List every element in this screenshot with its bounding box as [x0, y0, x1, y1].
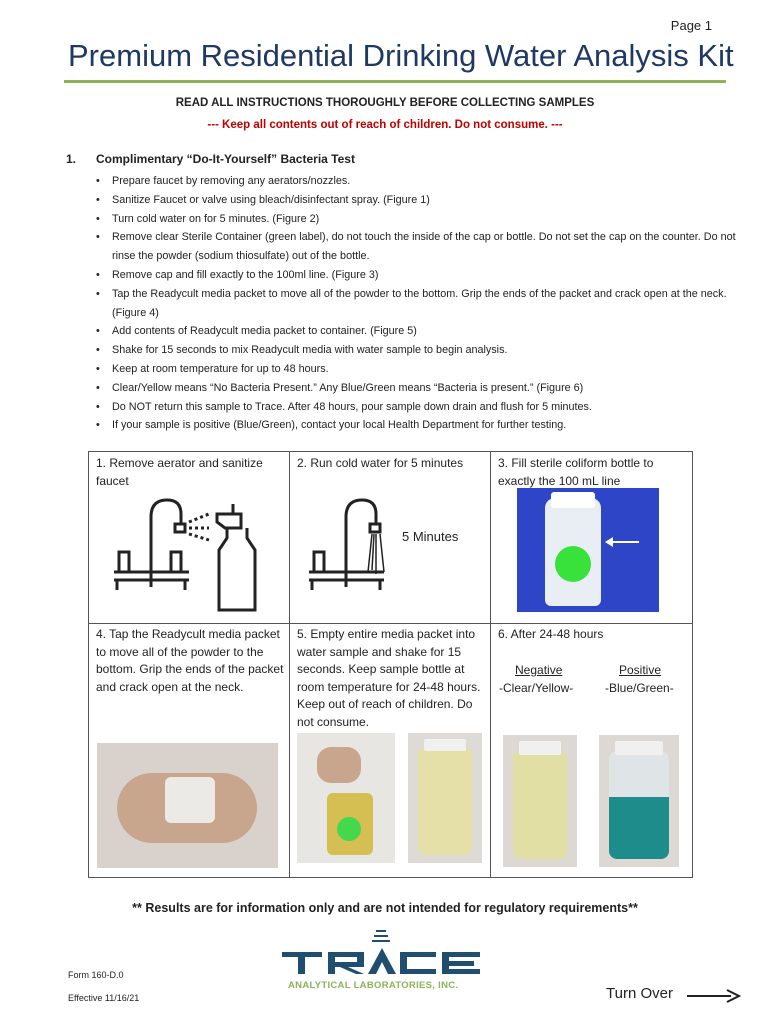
- step-item: • If your sample is positive (Blue/Green), contact your local Health Department for further testing.: [96, 416, 736, 435]
- step-item: • Keep at room temperature for up to 48 hours.: [96, 360, 736, 379]
- step-item: • Remove clear Sterile Container (green label), do not touch the inside of the cap or bottle. Do not set the cap on the counter. Do not rinse the powder (sodium thiosulfate) out of the bottle.: [96, 228, 736, 266]
- arrow-right-icon: [687, 988, 741, 1004]
- table-divider: [289, 452, 290, 877]
- table-divider: [89, 623, 692, 624]
- safety-warning: --- Keep all contents out of reach of children. Do not consume. ---: [207, 119, 563, 131]
- step-item: • Turn cold water on for 5 minutes. (Figure 2): [96, 210, 736, 229]
- packet-photo: [97, 743, 278, 868]
- step-item: • Clear/Yellow means “No Bacteria Present.” Any Blue/Green means “Bacteria is present.” (Figure 6): [96, 379, 736, 398]
- faucet-running-icon: [304, 492, 404, 617]
- figure-3-caption: 3. Fill sterile coliform bottle to exactly the 100 mL line: [498, 456, 654, 488]
- section-title: Complimentary “Do-It-Yourself” Bacteria Test: [96, 152, 355, 166]
- figure-5-caption: 5. Empty entire media packet into water sample and shake for 15 seconds. Keep sample bottle at room temperature for 24-48 hours. Keep out of reach of children. Do not consume.: [297, 627, 481, 729]
- logo-subtitle: ANALYTICAL LABORATORIES, INC.: [288, 980, 459, 991]
- figure-4-caption: 4. Tap the Readycult media packet to move all of the powder to the bottom. Grip the ends of the packet and crack open at the neck.: [96, 627, 284, 694]
- step-item: • Do NOT return this sample to Trace. After 48 hours, pour sample down drain and flush for 5 minutes.: [96, 398, 736, 417]
- table-divider: [490, 452, 491, 877]
- step-item: • Prepare faucet by removing any aerators/nozzles.: [96, 172, 736, 191]
- effective-date: Effective 11/16/21: [68, 993, 140, 1003]
- negative-label: Negative: [515, 663, 563, 677]
- pouring-photo: [297, 733, 395, 863]
- instructions-heading: READ ALL INSTRUCTIONS THOROUGHLY BEFORE COLLECTING SAMPLES: [175, 97, 595, 109]
- negative-description: -Clear/Yellow-: [499, 681, 574, 695]
- page-number: Page 1: [670, 18, 712, 33]
- figures-table: [88, 451, 693, 878]
- disclaimer: ** Results are for information only and are not intended for regulatory requirements**: [132, 901, 638, 915]
- step-item: • Tap the Readycult media packet to move all of the powder to the bottom. Grip the ends of the packet and crack open at the neck. (Figure 4): [96, 285, 736, 323]
- turn-over-label: Turn Over: [606, 985, 673, 1002]
- figure-2-caption: 2. Run cold water for 5 minutes: [297, 456, 464, 470]
- form-number: Form 160-D.0: [68, 970, 124, 980]
- trace-logo: [282, 930, 482, 980]
- figure-1-caption: 1. Remove aerator and sanitize faucet: [96, 456, 263, 488]
- positive-description: -Blue/Green-: [605, 681, 674, 695]
- step-item: • Sanitize Faucet or valve using bleach/disinfectant spray. (Figure 1): [96, 191, 736, 210]
- steps-list: [96, 172, 736, 435]
- bottle-photo: [517, 488, 659, 612]
- step-item: • Add contents of Readycult media packet to container. (Figure 5): [96, 322, 736, 341]
- title-underline: [64, 80, 726, 83]
- faucet-spray-icon: [109, 492, 269, 617]
- negative-result-photo: [503, 735, 577, 867]
- positive-result-photo: [599, 735, 679, 867]
- step-item: • Remove cap and fill exactly to the 100ml line. (Figure 3): [96, 266, 736, 285]
- step-item: • Shake for 15 seconds to mix Readycult media with water sample to begin analysis.: [96, 341, 736, 360]
- positive-label: Positive: [619, 663, 662, 677]
- section-number: 1.: [66, 152, 77, 166]
- sample-bottle-photo: [408, 733, 482, 863]
- figure-6-caption: 6. After 24-48 hours: [498, 627, 604, 641]
- duration-label: 5 Minutes: [402, 529, 459, 544]
- page-title: Premium Residential Drinking Water Analysis Kit: [68, 38, 734, 73]
